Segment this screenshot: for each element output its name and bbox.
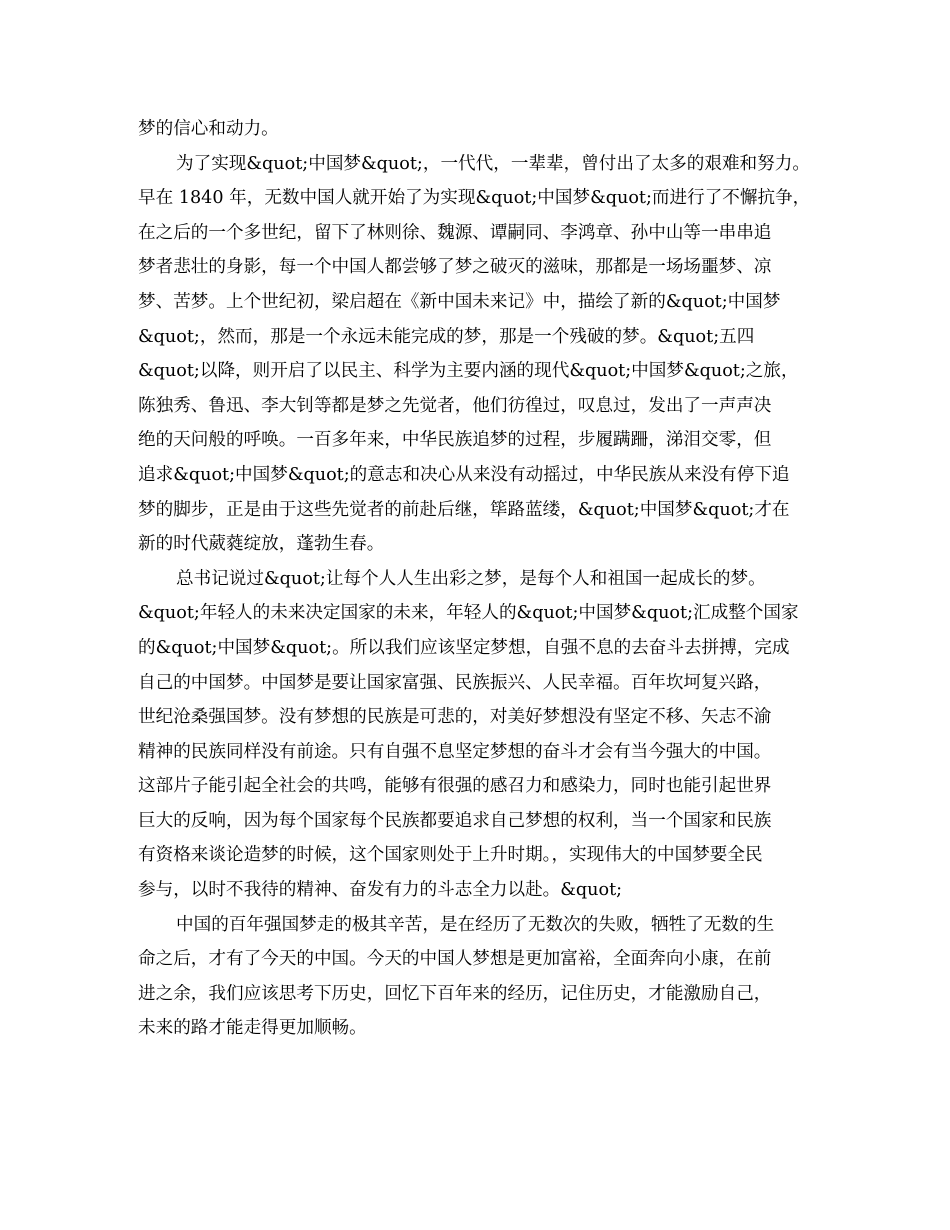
text-line: 新的时代葳蕤绽放，蓬勃生春。 [138,534,385,555]
text-line: &quot;以降，则开启了以民主、科学为主要内涵的现代&quot;中国梦&quot;之旅， [138,361,799,382]
text-line: 的&quot;中国梦&quot;。所以我们应该坚定梦想，自强不息的去奋斗去拼搏，完成 [138,637,790,658]
text-line: 梦、苦梦。上个世纪初，梁启超在《新中国未来记》中，描绘了新的&quot;中国梦 [138,291,781,312]
text-line: 为了实现&quot;中国梦&quot;，一代代，一辈辈，曾付出了太多的艰难和努力。 [176,153,810,174]
text-line: 总书记说过&quot;让每个人人生出彩之梦，是每个人和祖国一起成长的梦。 [176,568,766,589]
text-line: 梦的脚步，正是由于这些先觉者的前赴后继，筚路蓝缕，&quot;中国梦&quot;才在 [138,499,790,520]
text-line: &quot;年轻人的未来决定国家的未来，年轻人的&quot;中国梦&quot;汇成整个国家 [138,603,799,624]
text-line: 精神的民族同样没有前途。只有自强不息坚定梦想的奋斗才会有当今强大的中国。 [138,741,772,762]
text-line: 参与，以时不我待的精神、奋发有力的斗志全力以赴。&quot; [138,880,623,901]
text-line: 梦者悲壮的身影，每一个中国人都尝够了梦之破灭的滋味，那都是一场场噩梦、凉 [138,257,772,278]
text-line: 命之后，才有了今天的中国。今天的中国人梦想是更加富裕，全面奔向小康，在前 [138,949,772,970]
text-line: 陈独秀、鲁迅、李大钊等都是梦之先觉者，他们彷徨过，叹息过，发出了一声声决 [138,395,772,416]
text-line: 巨大的反响，因为每个国家每个民族都要追求自己梦想的权利，当一个国家和民族 [138,810,772,831]
text-line: 在之后的一个多世纪，留下了林则徐、魏源、谭嗣同、李鸿章、孙中山等一串串追 [138,222,772,243]
text-line: &quot;，然而，那是一个永远未能完成的梦，那是一个残破的梦。&quot;五四 [138,326,755,347]
text-line: 早在 1840 年，无数中国人就开始了为实现&quot;中国梦&quot;而进行了不懈抗争， [138,188,811,209]
text-line: 这部片子能引起全社会的共鸣，能够有很强的感召力和感染力，同时也能引起世界 [138,776,772,797]
text-line: 追求&quot;中国梦&quot;的意志和决心从来没有动摇过，中华民族从来没有停下追 [138,464,790,485]
text-line: 世纪沧桑强国梦。没有梦想的民族是可悲的，对美好梦想没有坚定不移、矢志不渝 [138,707,772,728]
text-line: 未来的路才能走得更加顺畅。 [138,1018,367,1039]
text-line: 中国的百年强国梦走的极其辛苦，是在经历了无数次的失败，牺牲了无数的生 [176,914,775,935]
text-line: 梦的信心和动力。 [138,119,279,139]
text-line: 有资格来谈论造梦的时候，这个国家则处于上升时期。，实现伟大的中国梦要全民 [138,845,763,866]
text-line: 进之余，我们应该思考下历史，回忆下百年来的经历，记住历史，才能激励自己， [138,983,772,1004]
document-body [138,112,838,1046]
text-line: 自己的中国梦。中国梦是要让国家富强、民族振兴、人民幸福。百年坎坷复兴路， [138,672,772,693]
text-line: 绝的天问般的呼唤。一百多年来，中华民族追梦的过程，步履蹒跚，涕泪交零，但 [138,430,772,451]
